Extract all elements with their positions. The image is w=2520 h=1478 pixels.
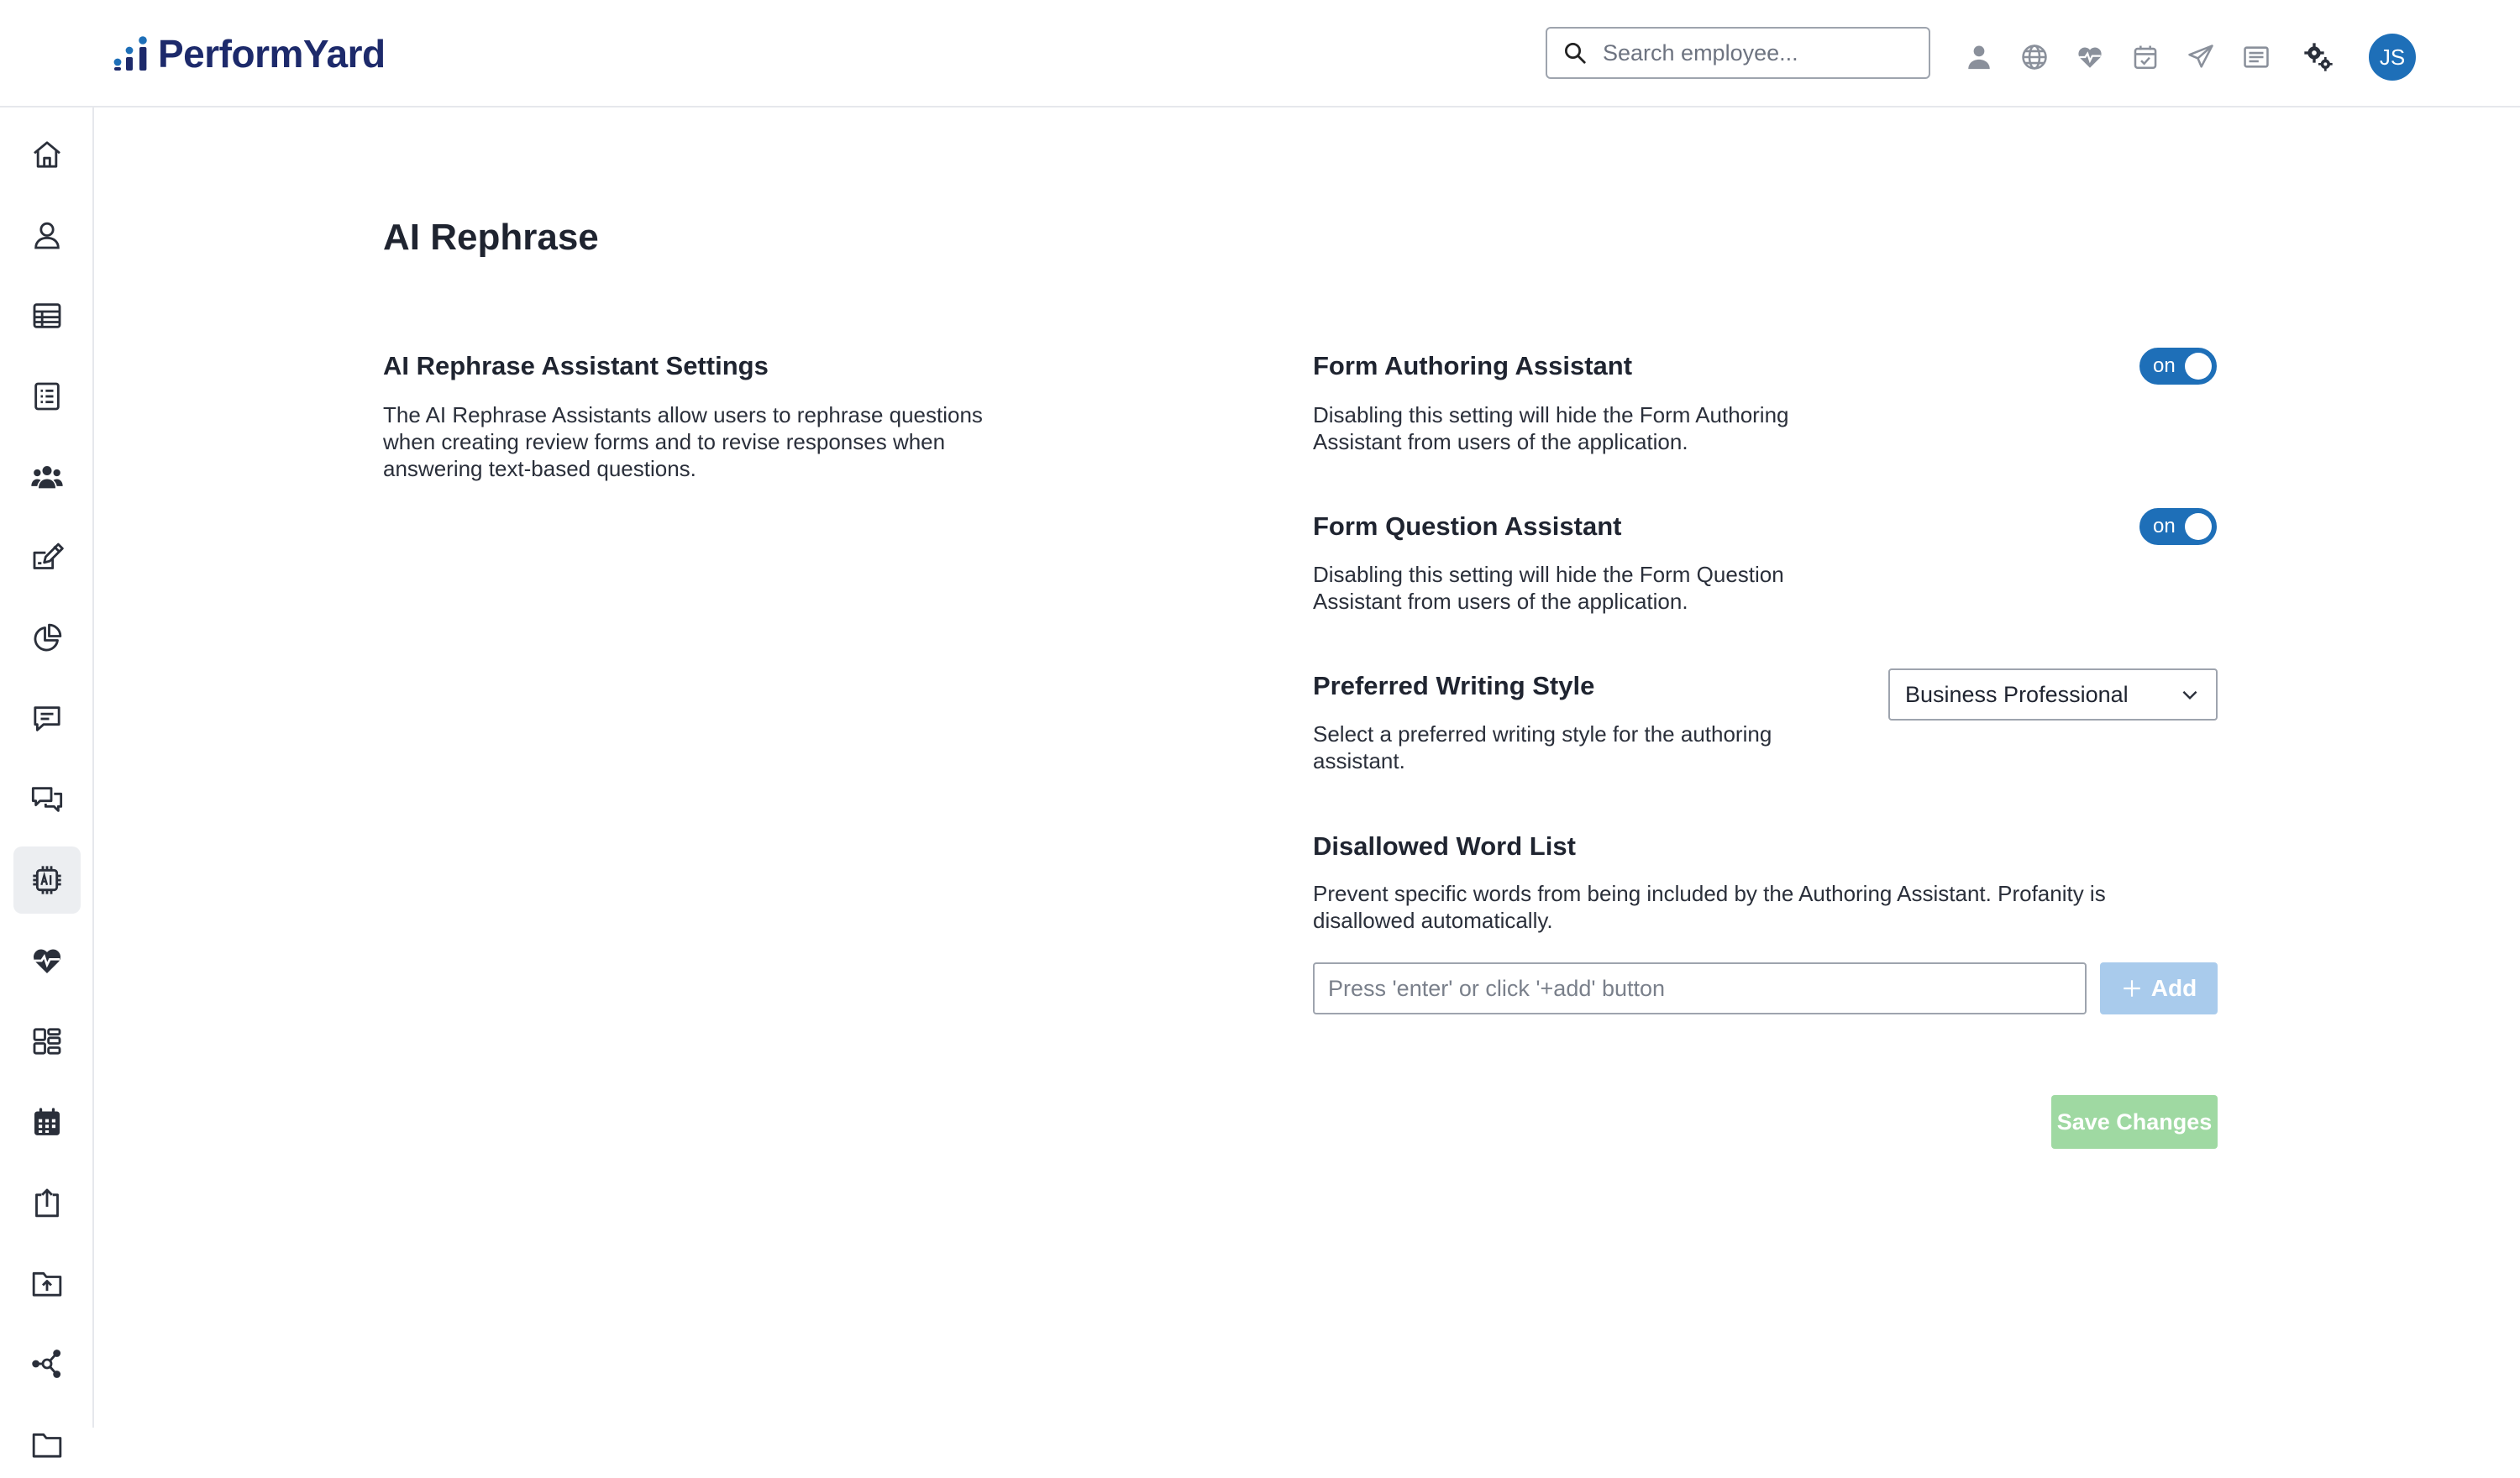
app-logo[interactable] — [113, 30, 386, 77]
section-description-line: answering text-based questions. — [383, 456, 696, 481]
page-title: AI Rephrase — [383, 217, 599, 258]
user-icon[interactable] — [13, 202, 81, 269]
toggle-label: on — [2153, 515, 2176, 537]
network-icon[interactable] — [13, 1330, 81, 1397]
search-input[interactable] — [1601, 39, 1929, 67]
description-line: Assistant from users of the application. — [1313, 589, 1688, 614]
disallowed-words-description — [1313, 880, 2106, 934]
section-title: AI Rephrase Assistant Settings — [383, 351, 769, 380]
globe-icon[interactable] — [2018, 40, 2051, 74]
description-line: Disabling this setting will hide the Form Question — [1313, 562, 1784, 587]
dashboard-icon[interactable] — [13, 1008, 81, 1075]
top-nav-icons — [1962, 34, 2416, 81]
search-box[interactable] — [1546, 27, 1930, 79]
description-line: assistant. — [1313, 748, 1405, 773]
app-name: PerformYard — [158, 32, 386, 76]
gears-icon[interactable] — [2302, 40, 2335, 74]
search-icon — [1562, 40, 1588, 66]
people-icon[interactable] — [13, 443, 81, 511]
toggle-knob — [2185, 353, 2212, 380]
add-word-label: Add — [2150, 975, 2197, 1001]
ai-chip-icon[interactable] — [13, 846, 81, 914]
top-header — [0, 0, 2520, 107]
form-question-title: Form Question Assistant — [1313, 511, 1622, 541]
avatar[interactable]: JS — [2369, 34, 2416, 81]
folder-icon[interactable] — [13, 1411, 81, 1478]
section-description — [383, 401, 988, 482]
heart-pulse-icon[interactable] — [13, 927, 81, 994]
chevron-down-icon — [2179, 684, 2201, 705]
form-authoring-title: Form Authoring Assistant — [1313, 351, 1633, 380]
calendar-icon[interactable] — [13, 1088, 81, 1156]
table-icon[interactable] — [13, 282, 81, 349]
writing-style-description — [1313, 721, 1772, 774]
toggle-label: on — [2153, 354, 2176, 377]
home-icon[interactable] — [13, 121, 81, 188]
description-line: disallowed automatically. — [1313, 908, 1553, 933]
comment-icon[interactable] — [13, 685, 81, 752]
list-icon[interactable] — [13, 363, 81, 430]
disallowed-words-title: Disallowed Word List — [1313, 831, 1576, 861]
add-word-button[interactable] — [2100, 962, 2218, 1014]
writing-style-value: Business Professional — [1905, 681, 2129, 707]
signature-icon[interactable] — [13, 524, 81, 591]
form-authoring-description — [1313, 401, 1789, 455]
description-line: Select a preferred writing style for the authoring — [1313, 721, 1772, 747]
logo-bars-icon — [113, 34, 153, 74]
form-question-toggle[interactable] — [2139, 508, 2217, 545]
export-icon[interactable] — [13, 1169, 81, 1236]
send-icon[interactable] — [2184, 40, 2218, 74]
news-icon[interactable] — [2239, 40, 2273, 74]
sidebar-nav — [0, 107, 94, 1428]
calendar-check-icon[interactable] — [2129, 40, 2162, 74]
description-line: Disabling this setting will hide the Form Authoring — [1313, 402, 1789, 427]
person-icon[interactable] — [1962, 40, 1996, 74]
section-description-line: The AI Rephrase Assistants allow users to rephrase questions — [383, 402, 983, 427]
form-question-description — [1313, 561, 1784, 615]
chat-icon[interactable] — [13, 766, 81, 833]
disallowed-word-input[interactable] — [1313, 962, 2087, 1014]
folder-upload-icon[interactable] — [13, 1250, 81, 1317]
description-line: Prevent specific words from being included by the Authoring Assistant. Profanity is — [1313, 881, 2106, 906]
form-authoring-toggle[interactable] — [2139, 348, 2217, 385]
save-changes-button[interactable]: Save Changes — [2051, 1095, 2218, 1149]
writing-style-title: Preferred Writing Style — [1313, 671, 1595, 700]
pie-chart-icon[interactable] — [13, 605, 81, 672]
heart-pulse-icon[interactable] — [2073, 40, 2107, 74]
toggle-knob — [2185, 513, 2212, 540]
writing-style-select[interactable] — [1888, 668, 2218, 721]
plus-icon — [2121, 977, 2143, 999]
section-description-line: when creating review forms and to revise responses when — [383, 429, 946, 454]
description-line: Assistant from users of the application. — [1313, 429, 1688, 454]
